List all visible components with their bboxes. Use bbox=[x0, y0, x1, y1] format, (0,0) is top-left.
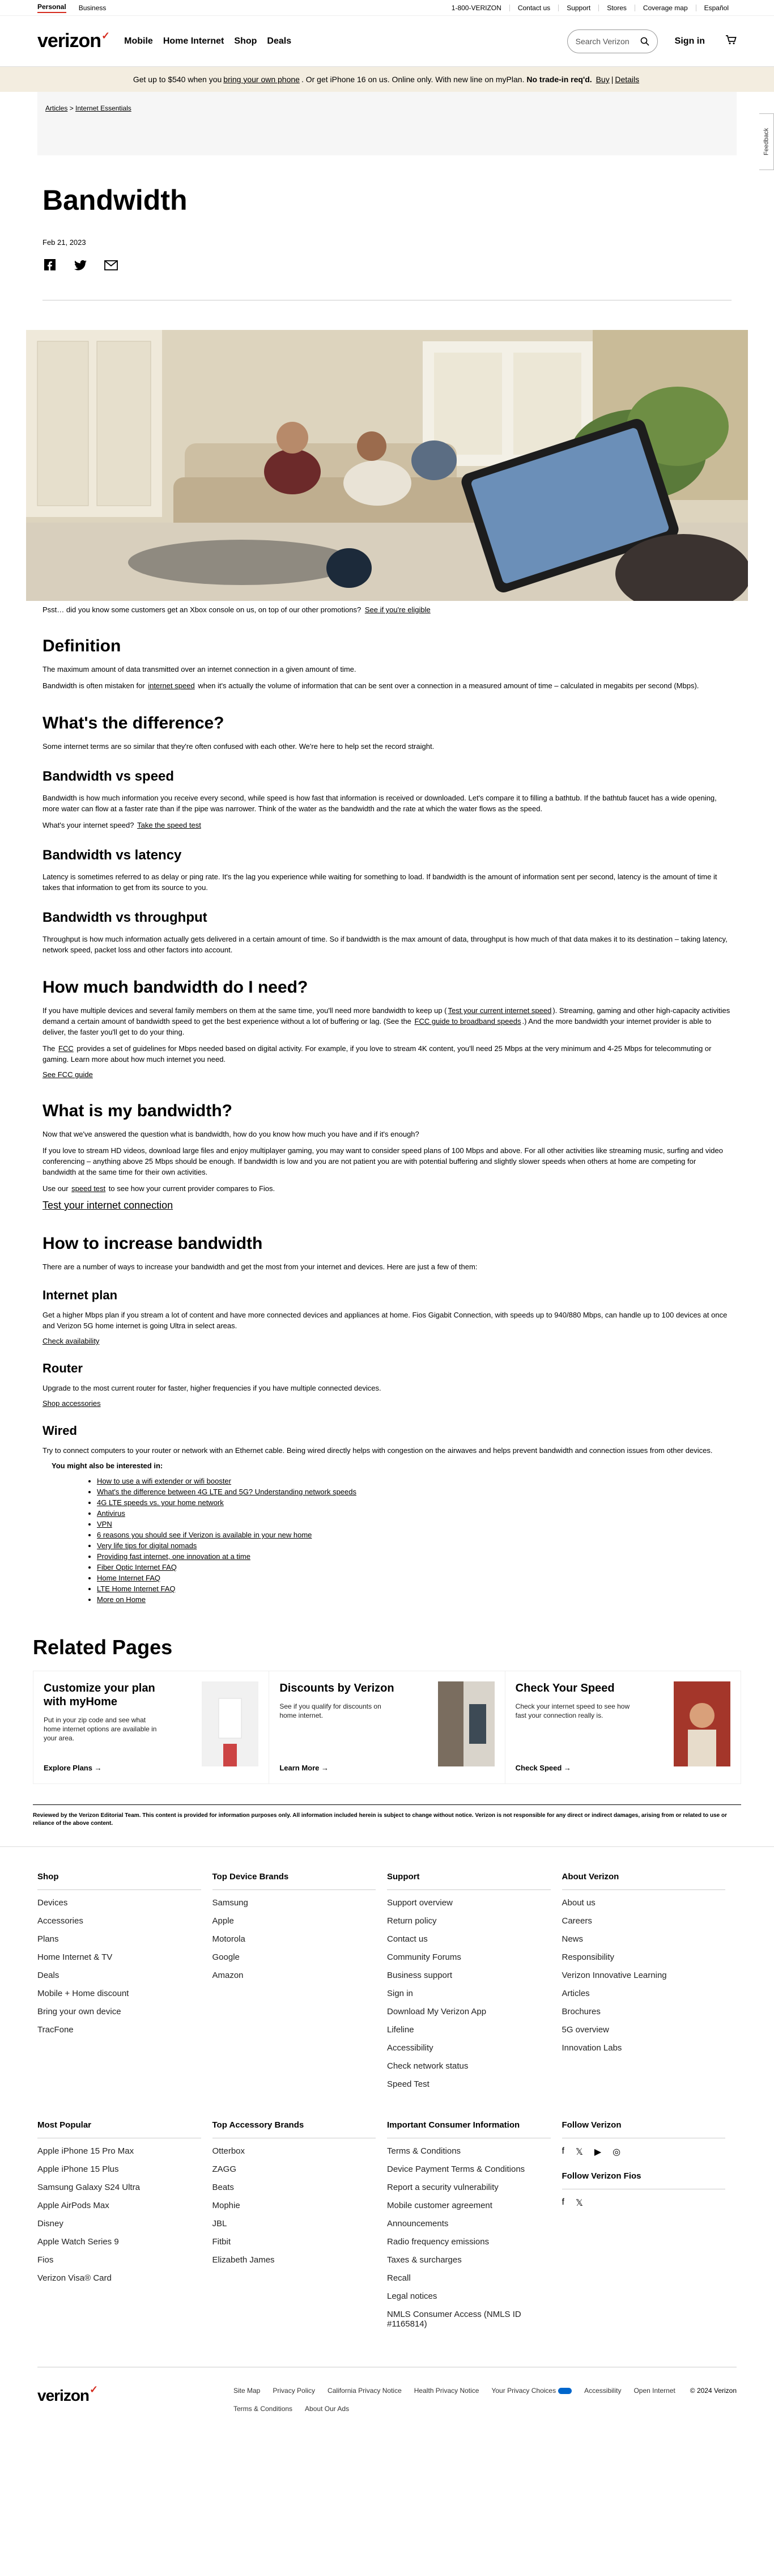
footer-heading: Top Accessory Brands bbox=[212, 2120, 376, 2138]
footer-legal-link[interactable]: Site Map bbox=[233, 2387, 261, 2395]
footer-col-consumer-info bbox=[387, 2120, 562, 2337]
promo-byod-link[interactable]: bring your own phone bbox=[223, 75, 300, 84]
nav-shop[interactable]: Shop bbox=[234, 36, 257, 46]
related-cards bbox=[33, 1671, 741, 1784]
fcc-link[interactable]: FCC bbox=[58, 1044, 74, 1053]
related-link[interactable]: • Providing fast internet, one innovation at a time bbox=[97, 1551, 732, 1562]
definition-text-2: Bandwidth is often mistaken for internet speed when it's actually the volume of information that can be sent over a connection in a measured amount of time – calculated in megabits per second (Mbps). bbox=[42, 681, 699, 690]
footer-legal-link[interactable]: Health Privacy Notice bbox=[414, 2387, 479, 2395]
share-bar bbox=[42, 259, 732, 274]
related-link[interactable]: • 4G LTE speeds vs. your home network bbox=[97, 1497, 732, 1508]
privacy-choices-link[interactable] bbox=[491, 2387, 572, 2395]
hero-caption bbox=[0, 601, 774, 614]
my-bandwidth-text: Now that we've answered the question what is bandwidth, how do you know how much you have and if it's enough? bbox=[42, 1130, 419, 1138]
definition-heading: Definition bbox=[42, 637, 121, 655]
footer-link[interactable]: Download My Verizon App bbox=[387, 2007, 487, 2016]
footer-link[interactable]: Amazon bbox=[212, 1971, 244, 1980]
related-card-discounts[interactable] bbox=[269, 1671, 505, 1783]
increase-heading: How to increase bandwidth bbox=[42, 1234, 263, 1253]
youtube-icon[interactable]: ▶ bbox=[594, 2147, 602, 2157]
breadcrumb-separator: > bbox=[69, 104, 74, 112]
living-room-photo bbox=[26, 330, 748, 601]
related-pages-heading: Related Pages bbox=[33, 1636, 173, 1659]
eligibility-link[interactable]: See if you're eligible bbox=[364, 605, 431, 614]
footer-legal-link[interactable]: California Privacy Notice bbox=[328, 2387, 402, 2395]
footer-legal-links bbox=[233, 2387, 681, 2413]
test-connection-link[interactable]: Test your internet connection bbox=[42, 1200, 173, 1211]
editorial-disclaimer: Reviewed by the Verizon Editorial Team. This content is provided for information purposes only. All information included herein is subject to change without notice. Verizon is not responsible for any direct or indirect damages, arising from or related to use or reliance of the above content. bbox=[33, 1804, 741, 1833]
breadcrumb-articles[interactable]: Articles bbox=[45, 104, 68, 112]
footer-link[interactable]: Support overview bbox=[387, 1898, 453, 1908]
footer-link[interactable]: Apple AirPods Max bbox=[37, 2201, 109, 2210]
facebook-icon[interactable]: f bbox=[562, 2146, 564, 2156]
phone-link[interactable]: 1-800-VERIZON bbox=[451, 3, 501, 12]
utility-links bbox=[444, 5, 737, 11]
need-heading: How much bandwidth do I need? bbox=[42, 978, 308, 997]
card-title: Customize your plan with myHome bbox=[44, 1682, 155, 1708]
footer-link[interactable]: Accessibility bbox=[387, 2043, 433, 2053]
difference-heading: What's the difference? bbox=[42, 714, 224, 732]
email-icon[interactable] bbox=[104, 259, 118, 274]
checkmark-icon: ✓ bbox=[101, 30, 110, 41]
difference-text: Some internet terms are so similar that they're often confused with each other. We're here to help set the record straight. bbox=[42, 742, 435, 751]
footer-link[interactable]: Beats bbox=[212, 2183, 234, 2192]
check-availability-link[interactable]: Check availability bbox=[42, 1337, 100, 1345]
stores-link[interactable]: Stores bbox=[598, 5, 635, 11]
breadcrumb bbox=[37, 92, 737, 155]
footer-link[interactable]: Sign in bbox=[387, 1989, 413, 1998]
promo-text: Get up to $540 when you bbox=[133, 75, 222, 84]
footer-link[interactable]: Otterbox bbox=[212, 2146, 245, 2156]
footer-link[interactable]: Articles bbox=[562, 1989, 590, 1998]
footer-link[interactable]: JBL bbox=[212, 2219, 227, 2228]
coverage-map-link[interactable]: Coverage map bbox=[635, 5, 696, 11]
footer-link[interactable]: Verizon Innovative Learning bbox=[562, 1971, 667, 1980]
footer-heading: Follow Verizon Fios bbox=[562, 2171, 726, 2189]
footer-link[interactable]: Report a security vulnerability bbox=[387, 2183, 499, 2192]
footer-link[interactable]: Apple Watch Series 9 bbox=[37, 2237, 119, 2247]
copyright: © 2024 Verizon bbox=[690, 2387, 737, 2395]
contact-us-link[interactable]: Contact us bbox=[509, 5, 558, 11]
my-bandwidth-text-3: Use our speed test to see how your current provider compares to Fios. bbox=[42, 1184, 275, 1193]
facebook-icon[interactable] bbox=[42, 259, 57, 274]
latency-text: Latency is sometimes referred to as delay or ping rate. It's the lag you experience while waiting for something to load. If bandwidth is the amount of information sent per second, latency is the amount of time it takes that information to get from its source to you. bbox=[42, 872, 717, 892]
footer-link[interactable]: Home Internet & TV bbox=[37, 1952, 113, 1962]
see-fcc-guide-link[interactable]: See FCC guide bbox=[42, 1070, 93, 1079]
footer-link[interactable]: Innovation Labs bbox=[562, 2043, 622, 2053]
footer-bottom bbox=[37, 2367, 737, 2413]
twitter-icon[interactable] bbox=[73, 259, 88, 274]
page-title: Bandwidth bbox=[42, 184, 188, 216]
footer-heading: Most Popular bbox=[37, 2120, 201, 2138]
card-image bbox=[438, 1681, 495, 1766]
footer-link[interactable]: Business support bbox=[387, 1971, 453, 1980]
footer-legal-link[interactable]: Open Internet bbox=[633, 2387, 675, 2395]
footer-col-device-brands bbox=[212, 1872, 388, 2098]
footer-link[interactable]: About us bbox=[562, 1898, 596, 1908]
footer-link[interactable]: Contact us bbox=[387, 1934, 428, 1944]
need-text-2: The FCC provides a set of guidelines for Mbps needed based on digital activity. For example, if you love to stream 4K content, you'll need 25 Mbps at the very minimum and 4-25 Mbps for telecommuting or gaming. Learn more about how much internet you need. bbox=[42, 1044, 712, 1064]
espanol-link[interactable]: Español bbox=[696, 5, 737, 11]
explore-plans-link[interactable]: Explore Plans → bbox=[44, 1764, 102, 1772]
footer-heading: Important Consumer Information bbox=[387, 2120, 551, 2138]
footer-link[interactable]: Accessories bbox=[37, 1916, 83, 1926]
speed-text: Bandwidth is how much information you receive every second, while speed is how fast that information is received or downloaded. Let's compare it to filling a bathtub. If the bathtub faucet has a wide opening, more water can flow at a faster rate than if the pipe was narrower. Think of the water as the bandwidth and the rate at which the water flows as the speed. bbox=[42, 794, 717, 813]
footer-link[interactable]: Plans bbox=[37, 1934, 59, 1944]
support-link[interactable]: Support bbox=[558, 5, 598, 11]
plan-heading: Internet plan bbox=[42, 1288, 118, 1302]
footer-col-follow bbox=[562, 2120, 737, 2337]
wired-text: Try to connect computers to your router or network with an Ethernet cable. Being wired directly helps with congestion on the airwaves and helps prevent bandwidth and connection issues from other devices. bbox=[42, 1446, 713, 1455]
footer-legal-link[interactable]: About Our Ads bbox=[305, 2405, 350, 2413]
related-link[interactable]: • VPN bbox=[97, 1519, 732, 1530]
footer-col-support bbox=[387, 1872, 562, 2098]
footer-verizon-logo[interactable]: verizon✓ bbox=[37, 2384, 98, 2404]
footer-link[interactable]: Motorola bbox=[212, 1934, 245, 1944]
footer-link[interactable]: ZAGG bbox=[212, 2164, 237, 2174]
promo-separator: | bbox=[611, 75, 614, 84]
related-link[interactable]: • 6 reasons you should see if Verizon is available in your new home bbox=[97, 1530, 732, 1540]
related-link[interactable]: • LTE Home Internet FAQ bbox=[97, 1583, 732, 1594]
footer-link[interactable]: Return policy bbox=[387, 1916, 437, 1926]
card-title: Discounts by Verizon bbox=[279, 1682, 394, 1694]
footer-legal-link[interactable]: Privacy Policy bbox=[273, 2387, 316, 2395]
footer-link[interactable]: Verizon Visa® Card bbox=[37, 2273, 112, 2283]
x-icon[interactable]: 𝕏 bbox=[575, 2198, 583, 2208]
learn-more-link[interactable]: Learn More → bbox=[279, 1764, 329, 1772]
footer-heading: Follow Verizon bbox=[562, 2120, 726, 2138]
footer-link[interactable]: Responsibility bbox=[562, 1952, 615, 1962]
privacy-choices-label: Your Privacy Choices bbox=[491, 2387, 556, 2395]
site-header bbox=[0, 16, 774, 67]
related-link[interactable]: • How to use a wifi extender or wifi booster bbox=[97, 1476, 732, 1486]
card-title: Check Your Speed bbox=[515, 1682, 615, 1694]
footer-link[interactable]: Deals bbox=[37, 1971, 59, 1980]
facebook-icon[interactable]: f bbox=[562, 2197, 564, 2207]
instagram-icon[interactable]: ◎ bbox=[613, 2147, 621, 2157]
related-link[interactable]: • More on Home bbox=[97, 1594, 732, 1605]
footer-link[interactable]: Device Payment Terms & Conditions bbox=[387, 2164, 525, 2174]
top-utility-bar bbox=[0, 0, 774, 16]
footer-link[interactable]: Lifeline bbox=[387, 2025, 414, 2035]
latency-heading: Bandwidth vs latency bbox=[42, 848, 182, 863]
nav-mobile[interactable]: Mobile bbox=[124, 36, 153, 46]
segment-switch bbox=[37, 3, 118, 13]
footer-link[interactable]: Terms & Conditions bbox=[387, 2146, 461, 2156]
footer-col-about bbox=[562, 1872, 737, 2098]
footer-legal-link[interactable]: Terms & Conditions bbox=[233, 2405, 293, 2413]
sign-in-button[interactable]: Sign in bbox=[674, 36, 705, 46]
checkmark-icon: ✓ bbox=[90, 2384, 98, 2395]
footer-link[interactable]: Brochures bbox=[562, 2007, 601, 2016]
footer-link[interactable]: Google bbox=[212, 1952, 240, 1962]
footer-link[interactable]: Recall bbox=[387, 2273, 411, 2283]
caption-text: Psst… did you know some customers get an Xbox console on us, on top of our other promotions? bbox=[42, 605, 362, 614]
my-bandwidth-text-2: If you love to stream HD videos, download large files and enjoy multiplayer gaming, you may want to consider speed plans of 100 Mbps and above. For all other activities like streaming music, surfing and video conferencing – anything above 25 Mbps should be enough. If bandwidth is low and you are not patient you are with potential buffering and slightly slower speeds when others at home are competing for bandwidth at the same time for their own activities. bbox=[42, 1146, 723, 1176]
related-articles-heading: You might also be interested in: bbox=[52, 1461, 163, 1470]
footer-link[interactable]: Community Forums bbox=[387, 1952, 461, 1962]
article-body bbox=[0, 637, 774, 1605]
feedback-tab[interactable]: Feedback bbox=[759, 113, 774, 170]
verizon-social-links bbox=[562, 2146, 726, 2158]
related-link[interactable]: • Home Internet FAQ bbox=[97, 1573, 732, 1583]
publish-date: Feb 21, 2023 bbox=[42, 238, 86, 247]
footer-link[interactable]: NMLS Consumer Access (NMLS ID #1165814) bbox=[387, 2310, 521, 2329]
related-link[interactable]: • What's the difference between 4G LTE and 5G? Understanding network speeds bbox=[97, 1486, 732, 1497]
card-desc: Check your internet speed to see how fast your connection really is. bbox=[515, 1702, 630, 1719]
footer-link[interactable]: Disney bbox=[37, 2219, 63, 2228]
my-bandwidth-heading: What is my bandwidth? bbox=[42, 1101, 232, 1120]
article-header bbox=[0, 184, 774, 300]
definition-text: The maximum amount of data transmitted over an internet connection in a given amount of time. bbox=[42, 665, 356, 673]
footer-col-accessory-brands bbox=[212, 2120, 388, 2337]
related-card-speed[interactable] bbox=[505, 1671, 741, 1783]
personal-link[interactable]: Personal bbox=[37, 3, 66, 13]
card-desc: See if you qualify for discounts on home internet. bbox=[279, 1702, 381, 1719]
site-footer bbox=[0, 1846, 774, 2413]
search-icon bbox=[640, 37, 649, 46]
related-articles bbox=[42, 1461, 732, 1605]
footer-link[interactable]: Mobile + Home discount bbox=[37, 1989, 129, 1998]
cart-icon[interactable] bbox=[725, 35, 737, 48]
footer-link[interactable]: Radio frequency emissions bbox=[387, 2237, 490, 2247]
speed-test-inline-link[interactable]: speed test bbox=[71, 1184, 106, 1193]
footer-link[interactable]: Apple bbox=[212, 1916, 234, 1926]
footer-link[interactable]: Announcements bbox=[387, 2219, 449, 2228]
footer-link[interactable]: Speed Test bbox=[387, 2079, 429, 2089]
footer-link[interactable]: Fitbit bbox=[212, 2237, 231, 2247]
footer-second-row bbox=[37, 2120, 737, 2337]
footer-heading: Support bbox=[387, 1872, 551, 1890]
footer-link[interactable]: Devices bbox=[37, 1898, 68, 1908]
footer-link[interactable]: Samsung bbox=[212, 1898, 248, 1908]
footer-link[interactable]: Mobile customer agreement bbox=[387, 2201, 492, 2210]
search-placeholder: Search Verizon bbox=[575, 36, 630, 46]
promo-banner bbox=[0, 67, 774, 92]
footer-legal-link[interactable]: Accessibility bbox=[584, 2387, 622, 2395]
footer-link[interactable]: Bring your own device bbox=[37, 2007, 121, 2016]
check-speed-link[interactable]: Check Speed → bbox=[515, 1764, 571, 1772]
footer-link[interactable]: Elizabeth James bbox=[212, 2255, 275, 2265]
footer-link[interactable]: News bbox=[562, 1934, 584, 1944]
speed-heading: Bandwidth vs speed bbox=[42, 769, 175, 784]
footer-top-row bbox=[37, 1872, 737, 2098]
breadcrumb-internet-essentials[interactable]: Internet Essentials bbox=[75, 104, 131, 112]
main-nav bbox=[124, 36, 567, 46]
test-speed-link[interactable]: Test your current internet speed bbox=[448, 1006, 552, 1015]
internet-speed-link[interactable]: internet speed bbox=[148, 681, 195, 690]
footer-link[interactable]: TracFone bbox=[37, 2025, 74, 2035]
wired-heading: Wired bbox=[42, 1423, 77, 1438]
card-image bbox=[202, 1681, 258, 1766]
search-input[interactable] bbox=[567, 29, 658, 53]
related-pages bbox=[0, 1636, 774, 1784]
promo-buy-link[interactable]: Buy bbox=[596, 75, 610, 84]
footer-link[interactable]: Careers bbox=[562, 1916, 592, 1926]
nav-home-internet[interactable]: Home Internet bbox=[163, 36, 224, 46]
x-icon[interactable]: 𝕏 bbox=[575, 2147, 583, 2157]
footer-heading: Shop bbox=[37, 1872, 201, 1890]
footer-heading: Top Device Brands bbox=[212, 1872, 376, 1890]
footer-link[interactable]: Taxes & surcharges bbox=[387, 2255, 462, 2265]
speed-test-link[interactable]: Take the speed test bbox=[137, 821, 201, 829]
footer-link[interactable]: Samsung Galaxy S24 Ultra bbox=[37, 2183, 140, 2192]
footer-link[interactable]: Fios bbox=[37, 2255, 54, 2265]
footer-link[interactable]: Mophie bbox=[212, 2201, 240, 2210]
shop-accessories-link[interactable]: Shop accessories bbox=[42, 1399, 101, 1408]
nav-deals[interactable]: Deals bbox=[267, 36, 292, 46]
speed-question: What's your internet speed? Take the speed test bbox=[42, 821, 201, 829]
throughput-text: Throughput is how much information actually gets delivered in a certain amount of time. So if bandwidth is the max amount of data, throughput is how much of that data makes it to its destination – taking latency, network speed, packet loss and other factors into account. bbox=[42, 935, 728, 954]
footer-col-shop bbox=[37, 1872, 212, 2098]
footer-heading: About Verizon bbox=[562, 1872, 726, 1890]
plan-text: Get a higher Mbps plan if you stream a lot of content and have more connected devices and appliances at home. Fios Gigabit Connection, with speeds up to 940/880 Mbps, can handle up to 100 devices at once and Verizon 5G home internet is going Ultra in select areas. bbox=[42, 1311, 728, 1330]
related-link[interactable]: • Very life tips for digital nomads bbox=[97, 1540, 732, 1551]
need-text: If you have multiple devices and several family members on them at the same time, you'll need more bandwidth to keep up ( Test your current internet speed ). Streaming, gaming and other high-capacity activities demand a certain amount of bandwidth speed to get the best experience without a lot of buffering or lag. (See the FCC guide to broadband speeds .) And the more bandwidth your internet provider is able to deliver, the faster you'll get to do your thing. bbox=[42, 1006, 730, 1036]
increase-text: There are a number of ways to increase your bandwidth and get the most from your internet and devices. Here are just a few of them: bbox=[42, 1262, 478, 1271]
card-image bbox=[674, 1681, 730, 1766]
related-link[interactable]: • Fiber Optic Internet FAQ bbox=[97, 1562, 732, 1573]
router-text: Upgrade to the most current router for faster, higher frequencies if you have multiple connected devices. bbox=[42, 1384, 381, 1392]
promo-text-2: . Or get iPhone 16 on us. Online only. With new line on myPlan. bbox=[301, 75, 525, 84]
footer-link[interactable]: Apple iPhone 15 Pro Max bbox=[37, 2146, 134, 2156]
business-link[interactable]: Business bbox=[78, 3, 107, 12]
promo-details-link[interactable]: Details bbox=[615, 75, 640, 84]
fios-social-links bbox=[562, 2197, 726, 2209]
promo-bold: No trade-in req'd. bbox=[526, 75, 592, 84]
footer-link[interactable]: Legal notices bbox=[387, 2291, 437, 2301]
hero-image bbox=[26, 330, 748, 601]
related-card-myhome[interactable] bbox=[33, 1671, 269, 1783]
throughput-heading: Bandwidth vs throughput bbox=[42, 910, 207, 925]
verizon-logo[interactable]: verizon✓ bbox=[37, 30, 110, 52]
footer-link[interactable]: Check network status bbox=[387, 2061, 469, 2071]
privacy-toggle-icon bbox=[558, 2388, 572, 2394]
footer-col-most-popular bbox=[37, 2120, 212, 2337]
fcc-guide-inline-link[interactable]: FCC guide to broadband speeds bbox=[414, 1017, 521, 1026]
footer-link[interactable]: Apple iPhone 15 Plus bbox=[37, 2164, 119, 2174]
card-desc: Put in your zip code and see what home internet options are available in your area. bbox=[44, 1716, 157, 1742]
footer-link[interactable]: 5G overview bbox=[562, 2025, 609, 2035]
related-link[interactable]: • Antivirus bbox=[97, 1508, 732, 1519]
router-heading: Router bbox=[42, 1361, 83, 1375]
